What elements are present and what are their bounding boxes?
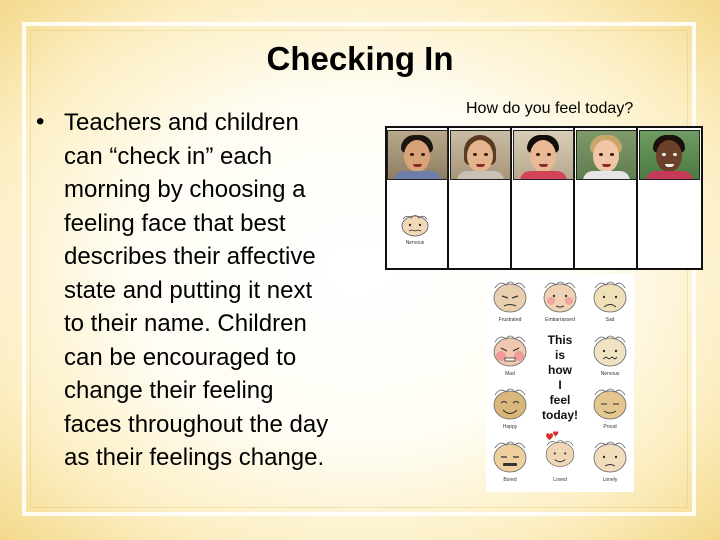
bored-label: Bored <box>503 477 517 483</box>
poster-line: is <box>554 348 565 362</box>
loved-face-icon <box>538 430 582 470</box>
loved-label: Loved <box>553 477 567 483</box>
body-line: Teachers and children <box>64 109 299 136</box>
body-line: faces throughout the day <box>64 410 329 438</box>
lonely-label: Lonely <box>602 477 618 483</box>
child-photo <box>639 130 700 180</box>
nervous-poster-label: Nervous <box>600 371 620 377</box>
poster-center-text <box>537 333 583 423</box>
nervous-face-label: Nervous <box>405 240 425 246</box>
frustrated-label: Frustrated <box>498 317 522 323</box>
body-line: can “check in” each <box>64 142 273 170</box>
mad-face-icon <box>488 330 532 370</box>
poster-line: feel <box>549 393 571 407</box>
child-photo <box>387 130 448 180</box>
poster-line: I <box>558 378 562 392</box>
child-photo <box>576 130 637 180</box>
poster-line: how <box>548 363 572 377</box>
happy-label: Happy <box>502 424 518 430</box>
lonely-face-icon <box>588 436 632 476</box>
body-line: morning by choosing a <box>64 176 306 203</box>
poster-line: today! <box>542 408 578 422</box>
nervous-face-icon <box>395 212 435 238</box>
body-line: feeling face that best <box>64 209 286 237</box>
bored-face-icon <box>488 436 532 476</box>
chart-title: How do you feel today? <box>466 100 634 117</box>
body-line: to their name. Children <box>64 310 307 337</box>
embarrassed-face-icon <box>538 276 582 316</box>
slide-title: Checking In <box>266 40 454 77</box>
bullet-text <box>64 106 384 475</box>
proud-label: Proud <box>603 424 617 430</box>
embarrassed-label: Embarrassed <box>545 317 575 323</box>
sad-label: Sad <box>605 317 615 323</box>
body-line: describes their affective <box>64 243 316 270</box>
frustrated-face-icon <box>488 276 532 316</box>
happy-face-icon <box>488 383 532 423</box>
poster-line: This <box>547 333 573 347</box>
body-line: can be encouraged to <box>64 343 297 371</box>
child-photo <box>450 130 511 180</box>
body-line: state and putting it next <box>64 276 313 304</box>
sad-face-icon <box>588 276 632 316</box>
nervous-poster-face-icon <box>588 330 632 370</box>
body-line: as their feelings change. <box>64 444 325 471</box>
mad-label: Mad <box>505 371 515 377</box>
bullet-icon: • <box>36 108 45 135</box>
proud-face-icon <box>588 383 632 423</box>
feelings-chart-board <box>385 126 703 270</box>
child-photo <box>513 130 574 180</box>
body-line: change their feeling <box>64 377 274 404</box>
